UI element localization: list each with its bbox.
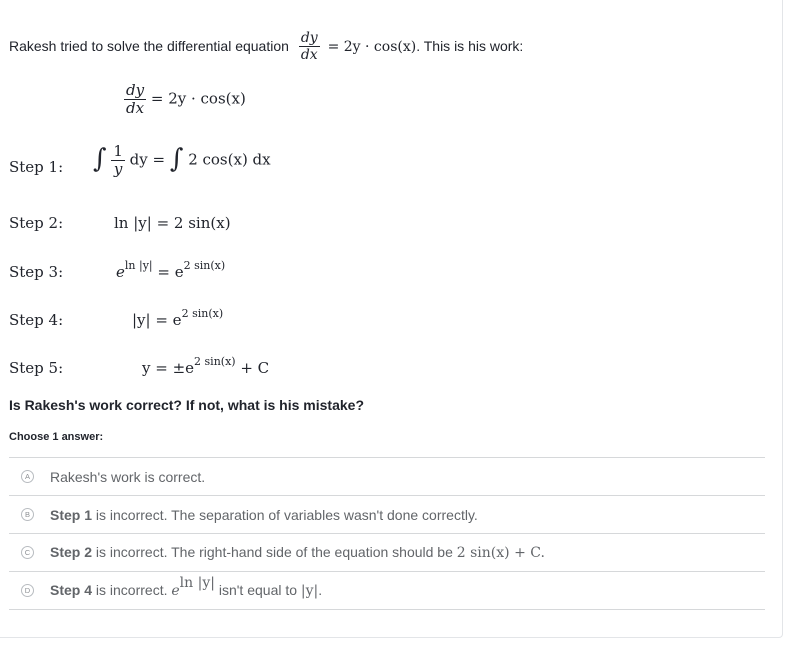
step-1-label: Step 1: <box>9 158 64 176</box>
step-5-label: Step 5: <box>9 359 64 377</box>
step-2-equation: ln |y| = 2 sin(x) <box>114 214 231 232</box>
intro-text-after: . This is his work: <box>416 38 524 54</box>
integral-sign: ∫ <box>169 144 184 175</box>
question-text: Is Rakesh's work correct? If not, what is his mistake? <box>9 397 364 413</box>
choose-label: Choose 1 answer: <box>9 431 104 443</box>
choice-a[interactable]: A Rakesh's work is correct. <box>9 457 765 495</box>
answer-choices <box>9 457 765 610</box>
problem-intro <box>9 26 523 67</box>
step-4-equation: $|y| = e^{2 sin(x)}$ <box>132 307 224 329</box>
intro-rhs: = 2y · cos(x) <box>327 39 417 55</box>
integral-sign: ∫ <box>93 144 107 175</box>
choice-b-radio-icon[interactable]: B <box>21 508 34 521</box>
step-5-equation: $y = \pm e^{2 sin(x)} + C$ <box>142 355 270 377</box>
choice-c[interactable]: C Step 2 is incorrect. The right-hand side of the equation should be 2 sin(x) + C. <box>9 533 765 571</box>
step-4-label: Step 4: <box>9 311 64 329</box>
step-3-equation: $e^{ln |y|} = e^{2 sin(x)}$ <box>116 259 226 281</box>
step-2-label: Step 2: <box>9 214 64 232</box>
step-1-equation: ∫ $\frac{1}{y}$ dy = ∫ 2 cos(x) dx <box>93 142 271 178</box>
choice-d[interactable]: D Step 4 is incorrect. eln |y| isn't equal to |y|. <box>9 571 765 610</box>
choice-b[interactable]: B Step 1 is incorrect. The separation of variables wasn't done correctly. <box>9 495 765 533</box>
intro-text: Rakesh tried to solve the differential equation <box>9 38 289 54</box>
intro-fraction: $\frac{dy}{dx}$ <box>300 30 318 64</box>
choice-d-radio-icon[interactable]: D <box>21 584 34 597</box>
equation-original: $\frac{dy}{dx}$ = 2y · cos(x) <box>126 81 246 117</box>
step-3-label: Step 3: <box>9 263 64 281</box>
choice-c-radio-icon[interactable]: C <box>21 546 34 559</box>
choice-a-radio-icon[interactable]: A <box>21 470 34 483</box>
